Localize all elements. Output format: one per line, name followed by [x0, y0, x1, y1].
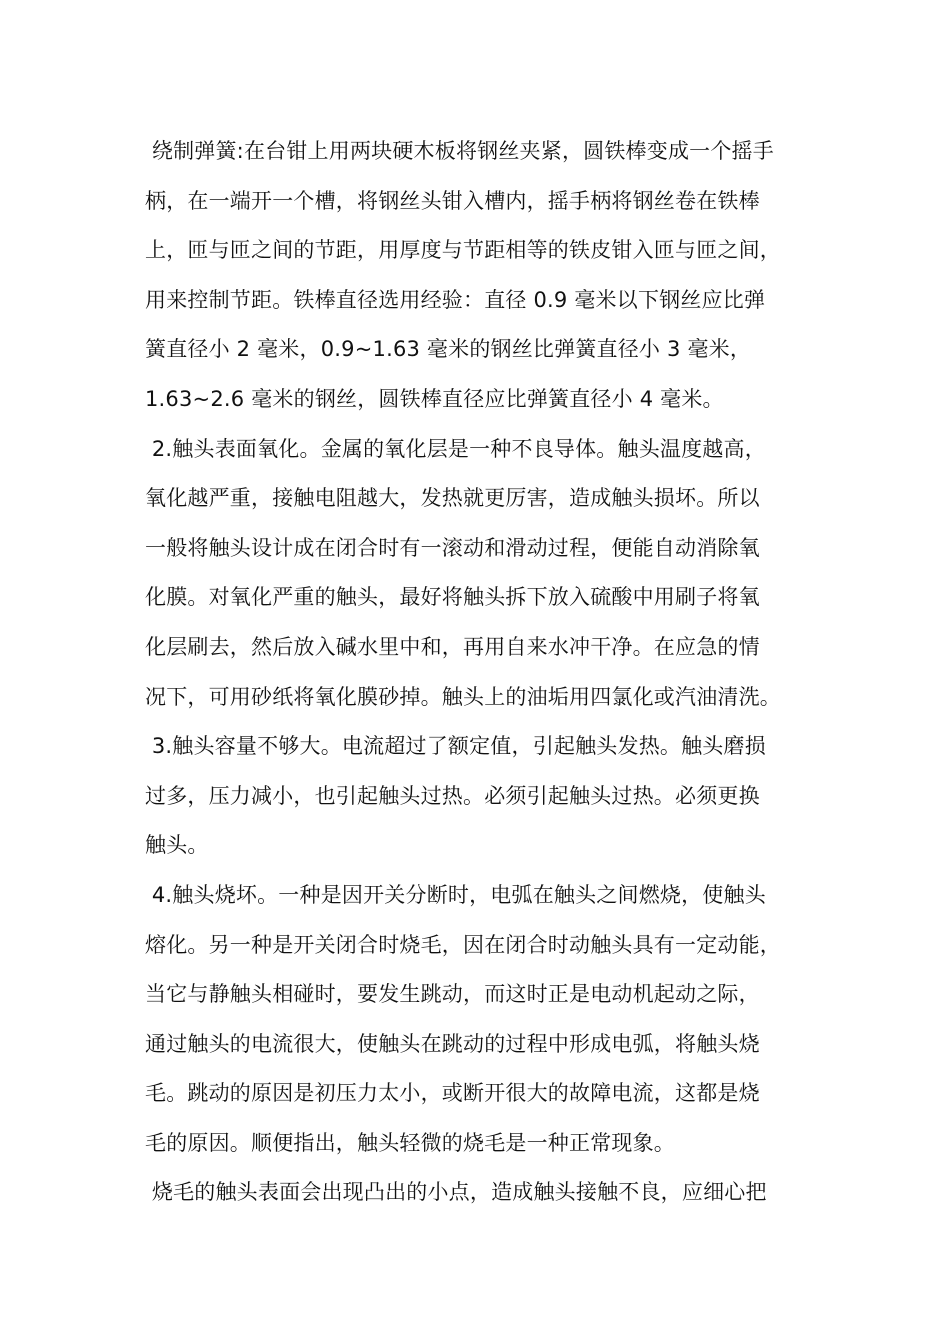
text-line: 况下，可用砂纸将氧化膜砂掉。触头上的油垢用四氯化或汽油清洗。	[145, 684, 781, 709]
text-line: 氧化越严重，接触电阻越大，发热就更厉害，造成触头损坏。所以	[145, 486, 760, 511]
text-line: 毛的原因。顺便指出，触头轻微的烧毛是一种正常现象。	[145, 1130, 675, 1155]
text-line: 毛。跳动的原因是初压力太小，或断开很大的故障电流，这都是烧	[145, 1081, 760, 1106]
text-line: 3.触头容量不够大。电流超过了额定值，引起触头发热。触头磨损	[145, 734, 766, 759]
text-line: 通过触头的电流很大，使触头在跳动的过程中形成电弧，将触头烧	[145, 1031, 760, 1056]
text-line: 用来控制节距。铁棒直径选用经验：直径 0.9 毫米以下钢丝应比弹	[145, 287, 766, 312]
text-line: 当它与静触头相碰时，要发生跳动，而这时正是电动机起动之际，	[145, 982, 760, 1007]
text-line: 4.触头烧坏。一种是因开关分断时，电弧在触头之间燃烧，使触头	[145, 882, 766, 907]
text-line: 化膜。对氧化严重的触头，最好将触头拆下放入硫酸中用刷子将氧	[145, 585, 760, 610]
text-line: 烧毛的触头表面会出现凸出的小点，造成触头接触不良，应细心把	[145, 1180, 767, 1205]
text-line: 柄，在一端开一个槽，将钢丝头钳入槽内，摇手柄将钢丝卷在铁棒	[145, 188, 760, 213]
text-line: 熔化。另一种是开关闭合时烧毛，因在闭合时动触头具有一定动能，	[145, 932, 781, 957]
text-line: 化层刷去，然后放入碱水里中和，再用自来水冲干净。在应急的情	[145, 634, 760, 659]
document-body	[145, 127, 835, 1218]
text-line: 1.63~2.6 毫米的钢丝，圆铁棒直径应比弹簧直径小 4 毫米。	[145, 386, 724, 411]
text-line: 绕制弹簧:在台钳上用两块硬木板将钢丝夹紧，圆铁棒变成一个摇手	[145, 139, 774, 163]
text-line: 触头。	[145, 833, 209, 858]
text-line: 一般将触头设计成在闭合时有一滚动和滑动过程，便能自动消除氧	[145, 535, 760, 560]
text-line: 过多，压力减小，也引起触头过热。必须引起触头过热。必须更换	[145, 783, 760, 808]
text-line: 簧直径小 2 毫米，0.9~1.63 毫米的钢丝比弹簧直径小 3 毫米，	[145, 337, 752, 362]
text-line: 上，匝与匝之间的节距，用厚度与节距相等的铁皮钳入匝与匝之间，	[145, 238, 781, 263]
text-line: 2.触头表面氧化。金属的氧化层是一种不良导体。触头温度越高，	[145, 436, 766, 461]
